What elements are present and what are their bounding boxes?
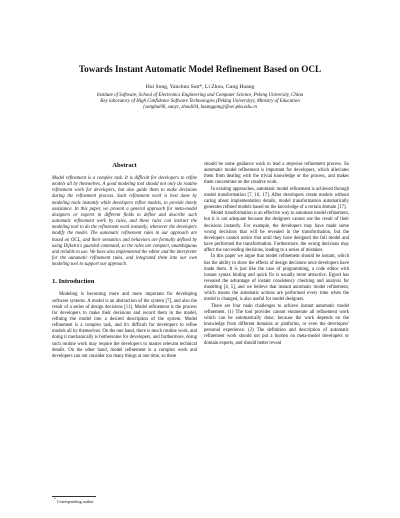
- footnote-marker: *: [54, 497, 56, 502]
- paper-title: Towards Instant Automatic Model Refinement Based on OCL: [78, 64, 322, 74]
- right-paragraph-3: Model transformation is an effective way to automate model refinement, but it is not adequate because the designers cannot see the result of their decisions instantly. For example, the developers may have made some wrong decisions that will be revealed in the transformation, but the developers cannot notice that until they have designed the full model and have performed the transformation. Furthermore, the wrong decisions may affect the succeeding decisions, leading to a series of mistakes.: [204, 211, 349, 254]
- abstract-heading: Abstract: [112, 162, 137, 169]
- introduction-paragraph-1: Modeling is becoming more and more important for developing software systems. A model is an abstraction of the system [7], and also the result of a series of design decisions [11]. Model refinement is the process for developers to make their decisions and record them in the model, refining the model into a desired description of the system. Model refinement is a complex task, and it's difficult for developers to refine models all by themselves. On the one hand, there is much routine work, and doing it mechanically is bothersome for developers, and furthermore, doing such routine work may require the developers to master relevant technical details. On the other hand, model refinement is a complex work and developers can not consider too many things at one time, so there: [52, 292, 197, 359]
- affiliation-block: [20, 93, 380, 112]
- affiliation-line-2: Key laboratory of High Confidence Software Technologies (Peking University), Ministry of Education: [100, 99, 300, 105]
- left-column: [52, 162, 197, 360]
- right-paragraph-5: There are four main challenges to achieve instant automatic model refinement. (1) The tool provider cannot enumerate all refinement work which can be automatically done, because the work depends on the knowledge from different domains or platforms, or even the developers' personal experience. (2) The definition and description of automatic refinement work should not put a burden on meta-model developers or domain experts, and should better reveal: [204, 303, 349, 346]
- right-paragraph-1: should be some guidance work to lead a stepwise refinement process. So automatic model refinement is important for developers, which alleviates them from dealing with the trivial knowledge or the process, and makes them concentrate on the creative work.: [204, 162, 349, 186]
- right-paragraph-2: In existing approaches, automatic model refinement is achieved through model transformation [7, 16, 17]. After developers create models without caring about implementation details, model transformation automatically generates refined models based on the knowledge of a certain domain [17].: [204, 186, 349, 211]
- affiliation-line-1: Institute of Software, School of Electronics Engineering and Computer Science, Peking University, China: [96, 93, 304, 98]
- footnote-rule: [52, 496, 96, 497]
- abstract-text: Model refinement is a complex task. It is difficult for developers to refine models all by themselves. A good modeling tool should not only do routine refinement work for developers, but also guide them to make decisions during the refinement process. Such refinement work is best done by modeling tools instantly while developers refine models, to provide timely assistance. In this paper, we present a general approach for meta-model designers or experts in different fields to define and describe such automatic refinement work by rules, and these rules can instruct the modeling tool to do the refinement work instantly, whenever the developers modify the model. The automatic refinement rules in our approach are based on OCL, and their semantics and behaviors are formally defined by using Dijkstra's guarded command, so the rules are compact, unambiguous and reliable to use. We have also implemented the editor and the interpreter for the automatic refinement rules, and integrated them into our own modeling tool to support our approach.: [52, 176, 197, 268]
- author-names: Hui Song, Yanchun Sun*, Li Zhou, Gang Huang: [145, 84, 255, 90]
- author-list: [20, 84, 380, 91]
- introduction-heading: 1. Introduction: [52, 278, 95, 286]
- right-paragraph-4: In this paper we argue that model refinement should be instant, which has the ability to show the effects of design decisions once developers have made them. It is just like the case of programming, a code editor with instant syntax hinting and quick fix is usually more attractive. Egyed has revealed the advantage of instant consistency checking and analysis for modeling [4, 5], and we believe that instant automatic model refinement, which means the automatic actions are performed every time when the model is changed, is also useful for model designers.: [204, 254, 349, 303]
- footnote-text: Corresponding author: [56, 499, 94, 504]
- right-column: [204, 162, 349, 347]
- author-emails: {songhui06, sunyc, zhouli04, huanggang}@sei.pku.edu.cn: [143, 105, 257, 111]
- footnote: [54, 499, 93, 504]
